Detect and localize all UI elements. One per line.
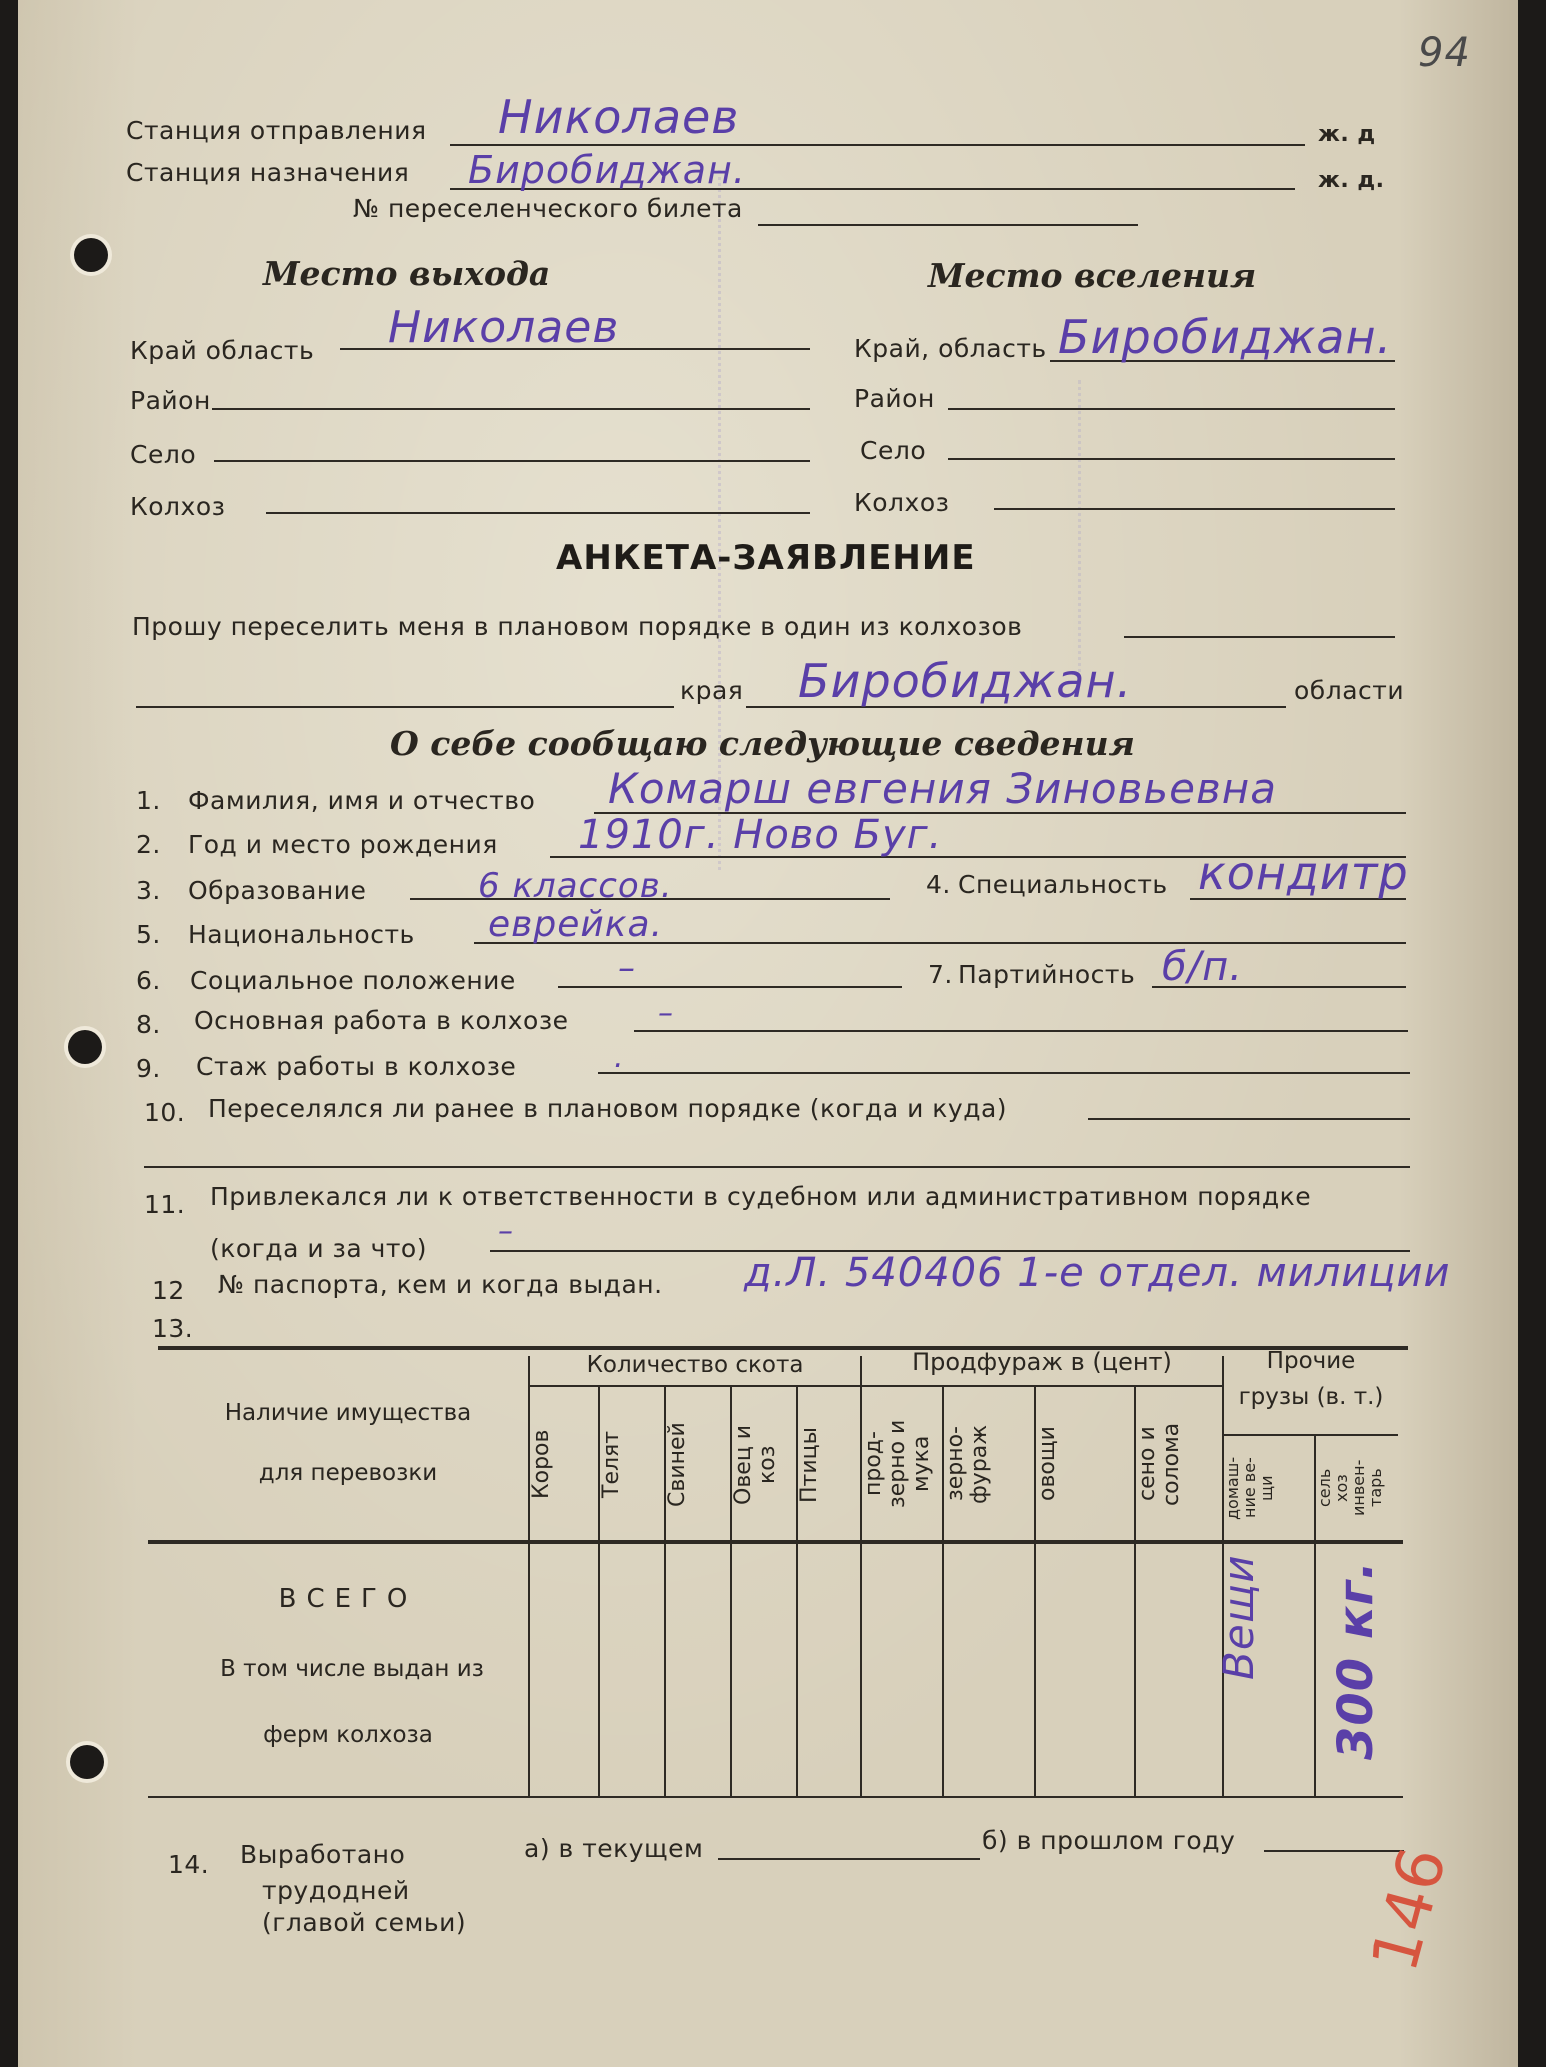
field-10-line-2: [144, 1166, 1410, 1168]
field-9-line: [598, 1072, 1410, 1074]
workdays-label-3: (главой семьи): [262, 1908, 467, 1937]
property-header-2: для перевозки: [258, 1460, 438, 1486]
origin-kolkhoz-label: Колхоз: [130, 492, 226, 521]
field-10-num: 10.: [144, 1098, 186, 1127]
field-4-label: Специальность: [958, 870, 1168, 899]
fodder-group-rule: [860, 1385, 1222, 1387]
destination-district-line: [948, 408, 1395, 410]
col-hay-straw: сено и солома: [1135, 1422, 1184, 1506]
field-9-label: Стаж работы в колхозе: [196, 1052, 517, 1081]
col-farm-inventory: сель хоз инвен- тарь: [1315, 1459, 1385, 1517]
ticket-line: [758, 224, 1138, 226]
origin-kolkhoz-line: [266, 512, 810, 514]
field-11-value: –: [498, 1214, 514, 1249]
col-vegetables: овощи: [1035, 1426, 1060, 1502]
field-10-line: [1088, 1118, 1410, 1120]
destination-station-label: Станция назначения: [126, 158, 410, 187]
binder-hole: [68, 1030, 102, 1064]
binder-hole: [74, 238, 108, 272]
workdays-label-2: трудодней: [262, 1876, 410, 1905]
other-group-header-1: Прочие: [1266, 1348, 1356, 1374]
field-5-num: 5.: [136, 920, 161, 949]
total-row-label: ВСЕГО: [278, 1584, 418, 1614]
field-9-num: 9.: [136, 1054, 161, 1083]
field-11-label-2: (когда и за что): [210, 1234, 427, 1263]
field-9-value: .: [614, 1040, 625, 1075]
field-1-num: 1.: [136, 786, 161, 815]
field-6-line: [558, 986, 902, 988]
incl-row-label-2: ферм колхоза: [263, 1722, 433, 1748]
page-number: 94: [1418, 30, 1471, 76]
field-12-value: д.Л. 540406 1-е отдел. милиции: [744, 1250, 1451, 1296]
field-2-value: 1910г. Ново Буг.: [578, 812, 943, 858]
field-4-num: 4.: [926, 870, 951, 899]
departure-station-label: Станция отправления: [126, 116, 427, 145]
field-7-value: б/п.: [1162, 944, 1244, 990]
field-6-value: –: [618, 948, 636, 988]
departure-station-value: Николаев: [498, 90, 740, 144]
household-goods-value: Вещи: [1214, 1554, 1263, 1680]
col-poultry: Птицы: [797, 1426, 822, 1503]
field-10-label: Переселялся ли ранее в плановом порядке (когда и куда): [208, 1094, 1008, 1123]
destination-station-value: Биробиджан.: [468, 148, 746, 192]
request-kray-value: Биробиджан.: [798, 654, 1133, 708]
workdays-label-1: Выработано: [240, 1840, 406, 1869]
rail-suffix-2: ж. д.: [1318, 168, 1385, 193]
col-household-goods: домаш- ние ве- щи: [1223, 1456, 1276, 1520]
field-13-num: 13.: [152, 1314, 194, 1343]
origin-region-value: Николаев: [388, 302, 620, 353]
col-grain-fodder: зерно- фураж: [943, 1424, 992, 1504]
rail-suffix-1: ж. д: [1318, 122, 1376, 147]
info-heading: О себе сообщаю следующие сведения: [390, 724, 1135, 763]
destination-village-label: Село: [860, 436, 927, 465]
field-5-label: Национальность: [188, 920, 415, 949]
field-6-num: 6.: [136, 966, 161, 995]
field-8-label: Основная работа в колхозе: [194, 1006, 569, 1035]
origin-district-label: Район: [130, 386, 211, 415]
destination-village-line: [948, 458, 1395, 460]
request-kray-line: [136, 706, 674, 708]
request-kolkhoz-line: [1124, 636, 1395, 638]
field-1-value: Комарш евгения Зиновьевна: [608, 764, 1277, 813]
field-8-line: [634, 1030, 1408, 1032]
livestock-group-header: Количество скота: [586, 1352, 804, 1378]
field-3-label: Образование: [188, 876, 367, 905]
table-header-bottom-rule: [148, 1540, 1403, 1544]
request-kray-label: края: [680, 676, 744, 705]
ticket-label: № переселенческого билета: [353, 194, 743, 223]
archive-number: 146: [1358, 1839, 1462, 1980]
workdays-current-label: а) в текущем: [524, 1834, 704, 1863]
field-11-label: Привлекался ли к ответственности в судебном или административном порядке: [210, 1182, 1312, 1211]
field-2-num: 2.: [136, 830, 161, 859]
col-sheep-goats: Овец и коз: [731, 1424, 780, 1505]
binder-hole: [70, 1745, 104, 1779]
field-3-value: 6 классов.: [478, 866, 673, 906]
field-8-num: 8.: [136, 1010, 161, 1039]
destination-kolkhoz-line: [994, 508, 1395, 510]
field-4-value: кондитр: [1198, 846, 1409, 900]
origin-heading: Место выхода: [263, 254, 551, 293]
table-bottom-rule: [148, 1796, 1403, 1798]
form-sheet: [18, 0, 1518, 2067]
field-2-label: Год и место рождения: [188, 830, 498, 859]
col-grain-flour: прод- зерно и мука: [861, 1419, 934, 1509]
destination-region-label: Край, область: [854, 334, 1047, 363]
faint-stamp-mark: [1078, 380, 1121, 680]
incl-row-label-1: В том числе выдан из: [220, 1656, 484, 1682]
request-oblast-label: области: [1294, 676, 1405, 705]
destination-kolkhoz-label: Колхоз: [854, 488, 950, 517]
workdays-past-label: б) в прошлом году: [982, 1826, 1236, 1855]
field-6-label: Социальное положение: [190, 966, 516, 995]
field-7-num: 7.: [928, 960, 953, 989]
destination-district-label: Район: [854, 384, 935, 413]
field-11-num: 11.: [144, 1190, 186, 1219]
field-1-label: Фамилия, имя и отчество: [188, 786, 536, 815]
property-header-1: Наличие имущества: [224, 1400, 472, 1426]
other-group-header-2: грузы (в. т.): [1238, 1384, 1384, 1410]
departure-station-line: [450, 144, 1305, 146]
livestock-group-rule: [528, 1385, 860, 1387]
field-12-label: № паспорта, кем и когда выдан.: [218, 1270, 663, 1299]
col-pigs: Свиней: [665, 1422, 690, 1507]
origin-village-label: Село: [130, 440, 197, 469]
workdays-current-line: [718, 1858, 980, 1860]
farm-inventory-value: 300 кг.: [1328, 1560, 1384, 1760]
fodder-group-header: Продфураж в (цент): [912, 1348, 1172, 1376]
col-calves: Телят: [599, 1430, 624, 1499]
origin-district-line: [212, 408, 810, 410]
field-8-value: –: [658, 996, 674, 1031]
workdays-num: 14.: [168, 1850, 210, 1879]
field-12-num: 12: [152, 1276, 185, 1305]
destination-region-value: Биробиджан.: [1058, 310, 1393, 364]
field-7-label: Партийность: [958, 960, 1136, 989]
origin-village-line: [214, 460, 810, 462]
form-title: АНКЕТА-ЗАЯВЛЕНИЕ: [556, 538, 976, 578]
origin-region-label: Край область: [130, 336, 315, 365]
workdays-past-line: [1264, 1850, 1404, 1852]
col-cows: Коров: [529, 1429, 554, 1500]
other-group-rule: [1222, 1434, 1398, 1436]
request-text: Прошу переселить меня в плановом порядке в один из колхозов: [132, 612, 1023, 641]
field-5-value: еврейка.: [488, 904, 664, 945]
field-3-num: 3.: [136, 876, 161, 905]
destination-heading: Место вселения: [928, 256, 1257, 295]
